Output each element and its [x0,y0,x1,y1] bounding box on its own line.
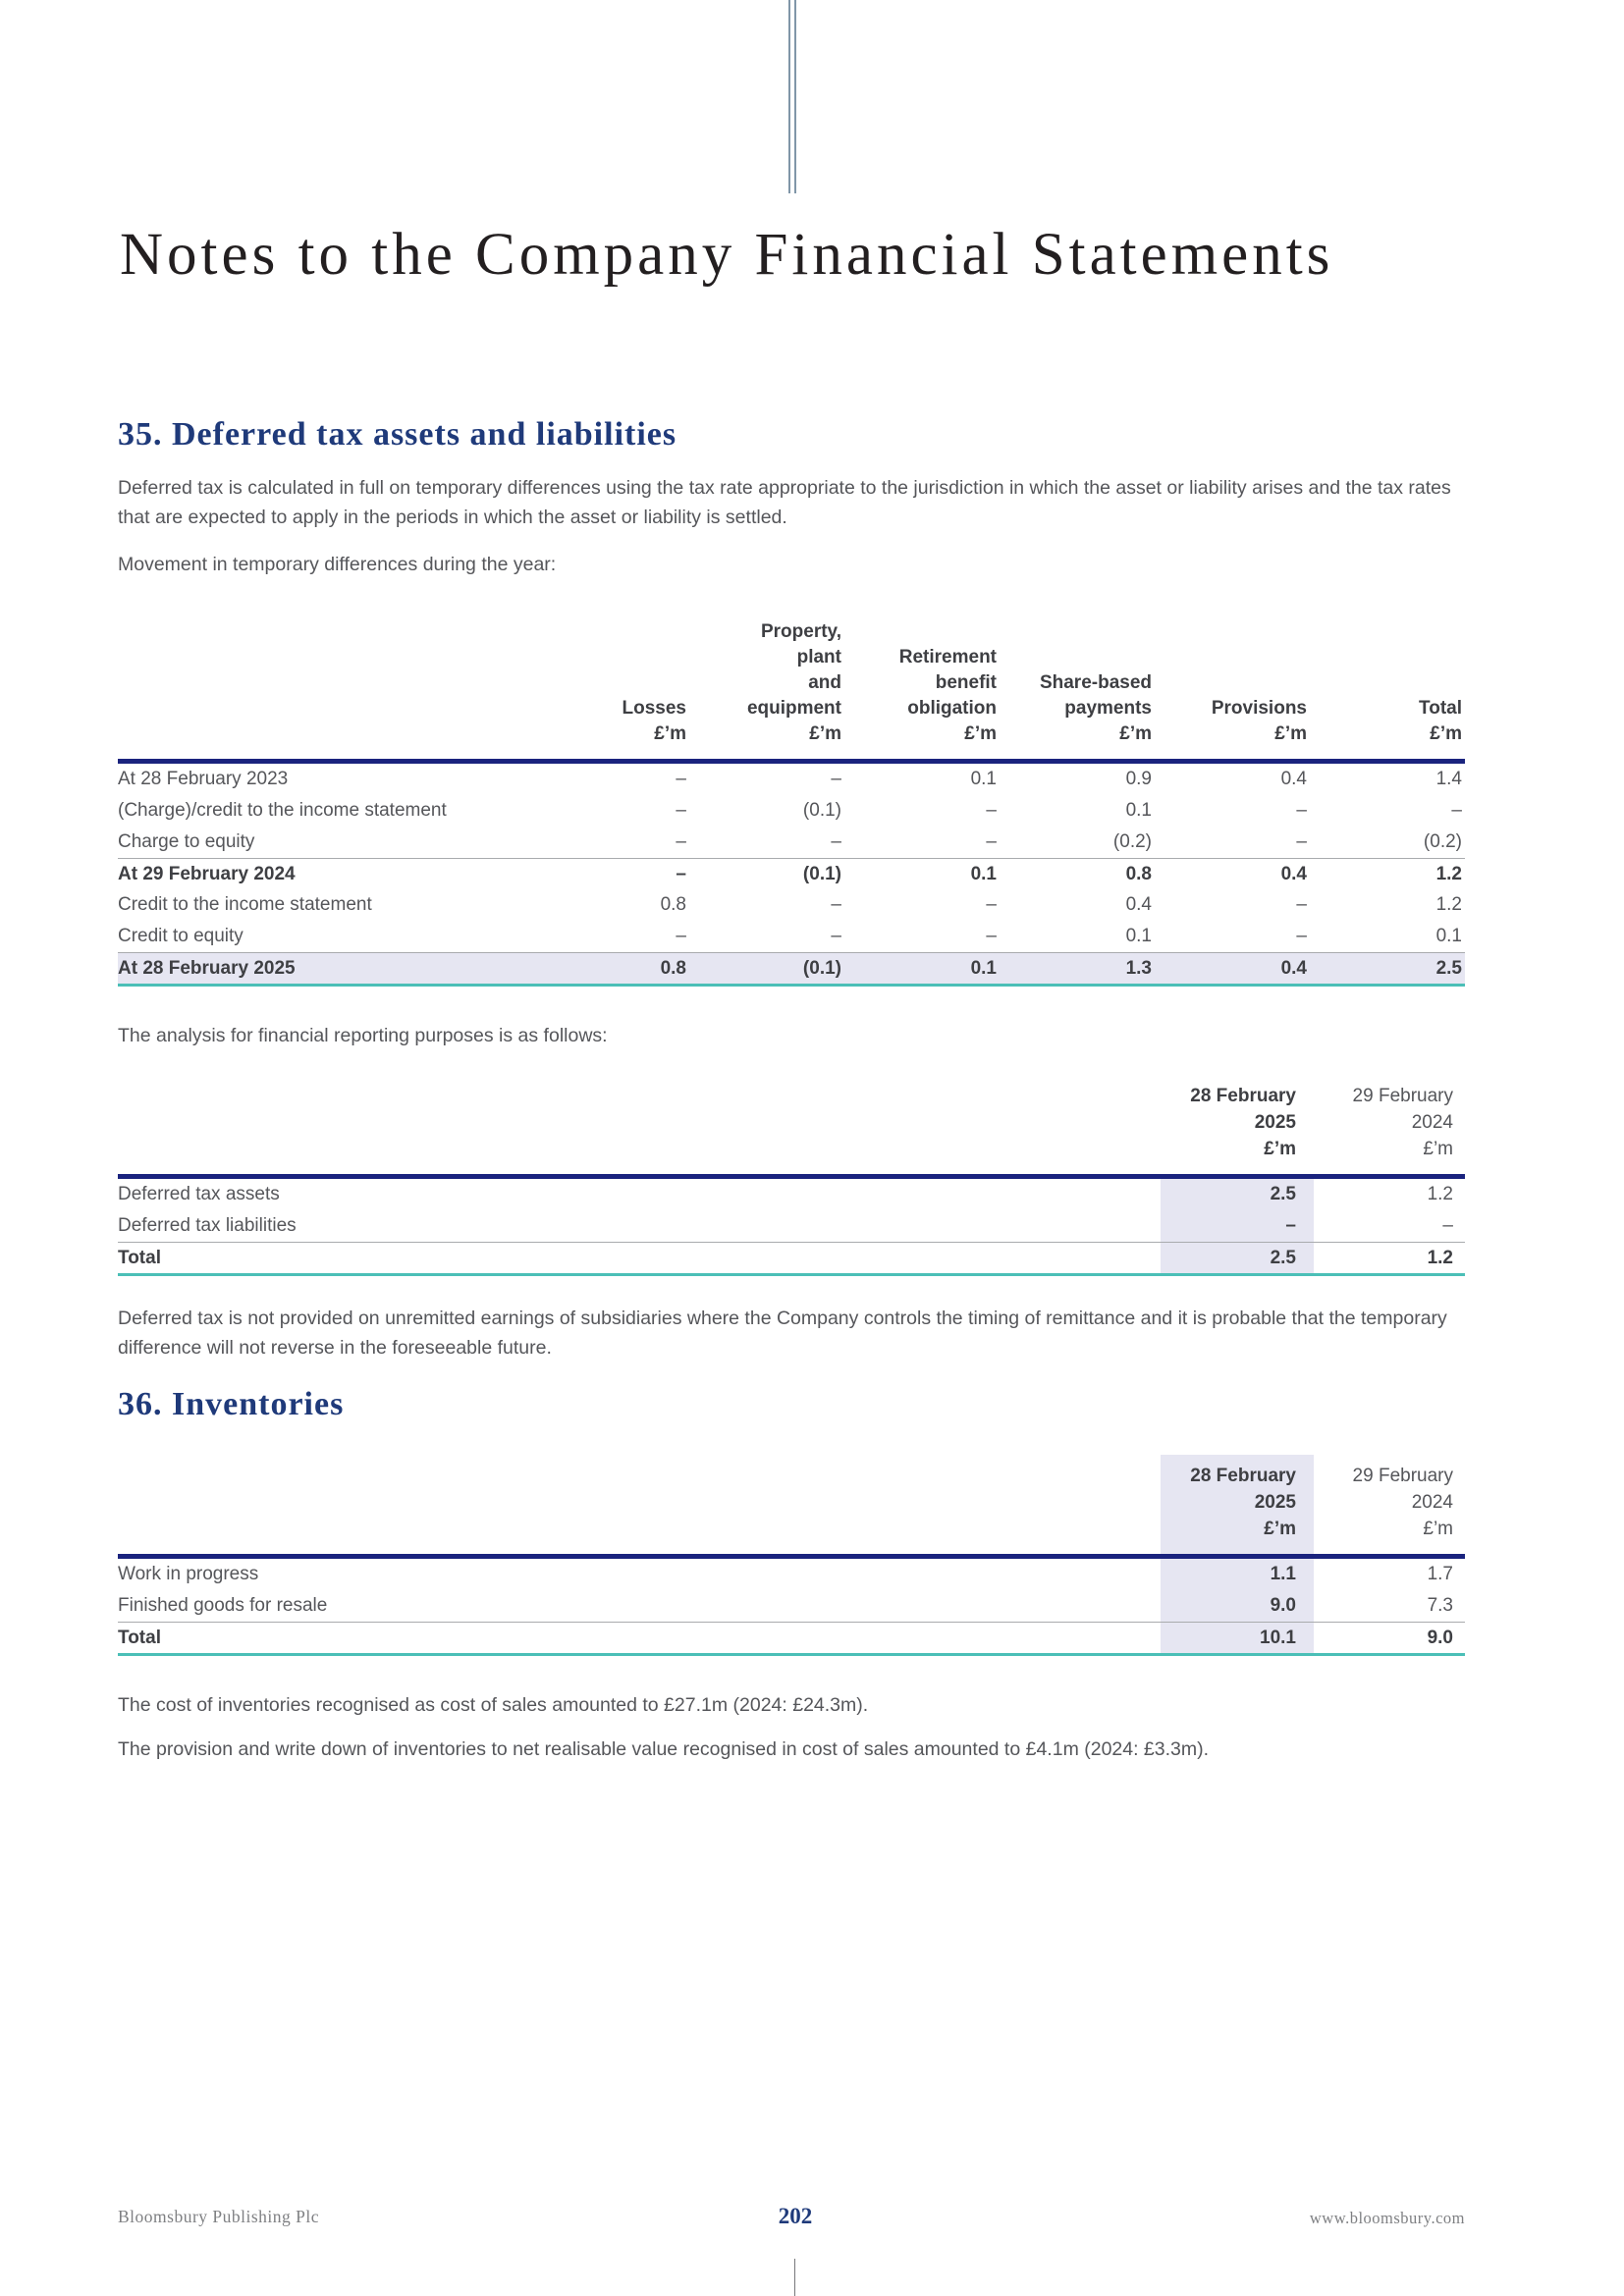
row-label: Deferred tax liabilities [118,1215,297,1236]
table-cell: 2.5 [1161,1179,1314,1210]
table-cell: 0.4 [1125,894,1152,915]
table-cell: 9.0 [1161,1590,1314,1622]
row-label: At 29 February 2024 [118,864,296,884]
table-cell: 0.1 [970,958,997,979]
row-label: At 28 February 2025 [118,958,296,979]
table-cell: 0.9 [1125,769,1152,789]
table-row [118,1590,1465,1622]
table-cell: 0.1 [1125,800,1152,821]
column-header-line: Share-based [1039,672,1152,693]
table-cell: (0.2) [1112,831,1152,852]
table-cell: – [1442,1215,1453,1236]
row-label: Deferred tax assets [118,1184,280,1204]
table-cell: 10.1 [1161,1623,1314,1653]
table-cell: – [986,800,997,821]
section-35-heading: 35. Deferred tax assets and liabilities [118,416,677,453]
table-row [118,921,1465,952]
table-cell: – [676,769,686,789]
column-header-line: £’m [964,723,997,744]
column-header-line: equipment [746,698,841,719]
column-header [534,696,689,759]
row-label: Work in progress [118,1564,259,1584]
column-header [1314,1463,1465,1554]
column-header-line: 2024 [1411,1492,1453,1513]
table-cell: 0.4 [1280,864,1307,884]
column-header-line: 2025 [1254,1112,1296,1133]
footer-page-number: 202 [778,2204,813,2228]
row-label: Total [118,1248,161,1268]
section-36-paragraph-2: The provision and write down of inventories to net realisable value recognised in cost of sales amounted to £4.1m (2024: £3.3m). [118,1738,1210,1760]
table-header-row [118,599,1465,759]
table-header-row [118,1461,1465,1554]
table-cell: 1.2 [1427,1184,1453,1204]
table-cell: 0.1 [970,864,997,884]
page-title: Notes to the Company Financial Statements [120,222,1334,288]
table-row [118,889,1465,921]
table-row [118,1210,1465,1242]
table-cell: – [1296,894,1307,915]
table-cell: – [986,926,997,946]
column-header-line: Total [1419,698,1462,719]
table-cell: 7.3 [1427,1595,1453,1616]
column-header-line: £’m [1264,1139,1296,1159]
column-header [1155,696,1310,759]
table-row [118,764,1465,795]
deferred-tax-analysis-table [118,1080,1465,1276]
inventories-table [118,1461,1465,1656]
column-header-line: 2024 [1411,1112,1453,1133]
column-header-line: Property, [760,621,841,642]
column-header [1000,670,1155,759]
column-header [1161,1075,1314,1174]
column-header-line: payments [1064,698,1152,719]
column-header-line: £’m [1423,1139,1453,1159]
column-header-line: £’m [1274,723,1307,744]
table-row [118,1242,1465,1273]
page-content [118,0,1548,2296]
column-header-line: £’m [1430,723,1462,744]
table-cell: 0.8 [1125,864,1152,884]
column-header-line: £’m [1264,1519,1296,1539]
row-label: (Charge)/credit to the income statement [118,800,447,821]
column-header [1314,1083,1465,1174]
table-cell: 0.1 [1435,926,1462,946]
table-cell: 1.7 [1427,1564,1453,1584]
column-header-line: plant [796,647,841,667]
column-header-line: 28 February [1190,1086,1296,1106]
column-header-line: Provisions [1211,698,1307,719]
row-label: Credit to equity [118,926,244,946]
column-header-line: Retirement [898,647,997,667]
column-header [689,619,844,759]
column-header-line: and [808,672,841,693]
column-header [1310,696,1465,759]
table-cell: – [831,894,841,915]
table-cell: 0.1 [970,769,997,789]
table-cell: – [831,769,841,789]
bottom-center-rule [794,2259,795,2296]
table-cell: – [986,894,997,915]
table-row [118,1622,1465,1653]
column-header-line: benefit [935,672,997,693]
table-cell: 2.5 [1161,1243,1314,1273]
row-label: At 28 February 2023 [118,769,289,789]
table-cell: 2.5 [1435,958,1462,979]
table-cell: – [676,831,686,852]
row-label: Finished goods for resale [118,1595,328,1616]
table-cell: 9.0 [1427,1628,1453,1648]
table-row [118,952,1465,984]
column-header [1161,1455,1314,1554]
table-cell: – [1451,800,1462,821]
table-cell: (0.2) [1423,831,1462,852]
column-header-line: £’m [809,723,841,744]
table-cell: (0.1) [802,864,841,884]
table-cell: 1.4 [1435,769,1462,789]
table-cell: 0.4 [1280,958,1307,979]
table-cell: 0.4 [1280,769,1307,789]
row-label: Charge to equity [118,831,255,852]
table-cell: (0.1) [802,800,841,821]
table-row [118,827,1465,858]
table-cell: 1.3 [1125,958,1152,979]
table-row [118,858,1465,889]
column-header-line: £’m [1423,1519,1453,1539]
section-35-paragraph-1: Deferred tax is calculated in full on temporary differences using the tax rate appropriate to the jurisdiction in which the asset or liability arises and the tax rates that are expected to apply in the periods in which the asset or liability is settled. [118,477,1451,528]
table-cell: – [831,926,841,946]
column-header-line: Losses [622,698,686,719]
section-36-heading: 36. Inventories [118,1386,345,1422]
table-cell: 1.2 [1435,894,1462,915]
column-header [844,645,1000,759]
table-cell: – [1296,831,1307,852]
section-36-paragraph-1: The cost of inventories recognised as cost of sales amounted to £27.1m (2024: £24.3m). [118,1694,869,1716]
row-label: Total [118,1628,161,1648]
table-cell: 0.8 [660,958,686,979]
table-cell: 0.8 [660,894,686,915]
row-label: Credit to the income statement [118,894,372,915]
section-35-paragraph-2: Movement in temporary differences during the year: [118,554,557,575]
table-cell: 1.1 [1161,1559,1314,1590]
column-header-line: obligation [907,698,997,719]
table-cell: – [1161,1210,1314,1242]
table-cell: – [1296,926,1307,946]
deferred-tax-movement-table [118,599,1465,987]
table-cell: – [676,864,686,884]
column-header-line: 2025 [1254,1492,1296,1513]
table-cell: (0.1) [802,958,841,979]
table-cell: – [676,800,686,821]
table-cell: – [1296,800,1307,821]
table-row [118,1559,1465,1590]
section-35-paragraph-3: Deferred tax is not provided on unremitted earnings of subsidiaries where the Company controls the timing of remittance and it is probable that the temporary difference will not reverse in the foreseeable future. [118,1308,1447,1359]
table-cell: – [986,831,997,852]
table-cell: – [676,926,686,946]
analysis-intro: The analysis for financial reporting purposes is as follows: [118,1025,608,1046]
table-row [118,1179,1465,1210]
table-cell: 1.2 [1427,1248,1453,1268]
table-cell: – [831,831,841,852]
column-header-line: £’m [654,723,686,744]
footer-website: www.bloomsbury.com [1309,2209,1465,2227]
table-cell: 1.2 [1435,864,1462,884]
column-header-line: 28 February [1190,1466,1296,1486]
table-row [118,795,1465,827]
footer-company-name: Bloomsbury Publishing Plc [118,2207,320,2226]
table-header-row [118,1080,1465,1174]
table-cell: 0.1 [1125,926,1152,946]
column-header-line: £’m [1119,723,1152,744]
column-header-line: 29 February [1352,1466,1453,1486]
column-header-line: 29 February [1352,1086,1453,1106]
